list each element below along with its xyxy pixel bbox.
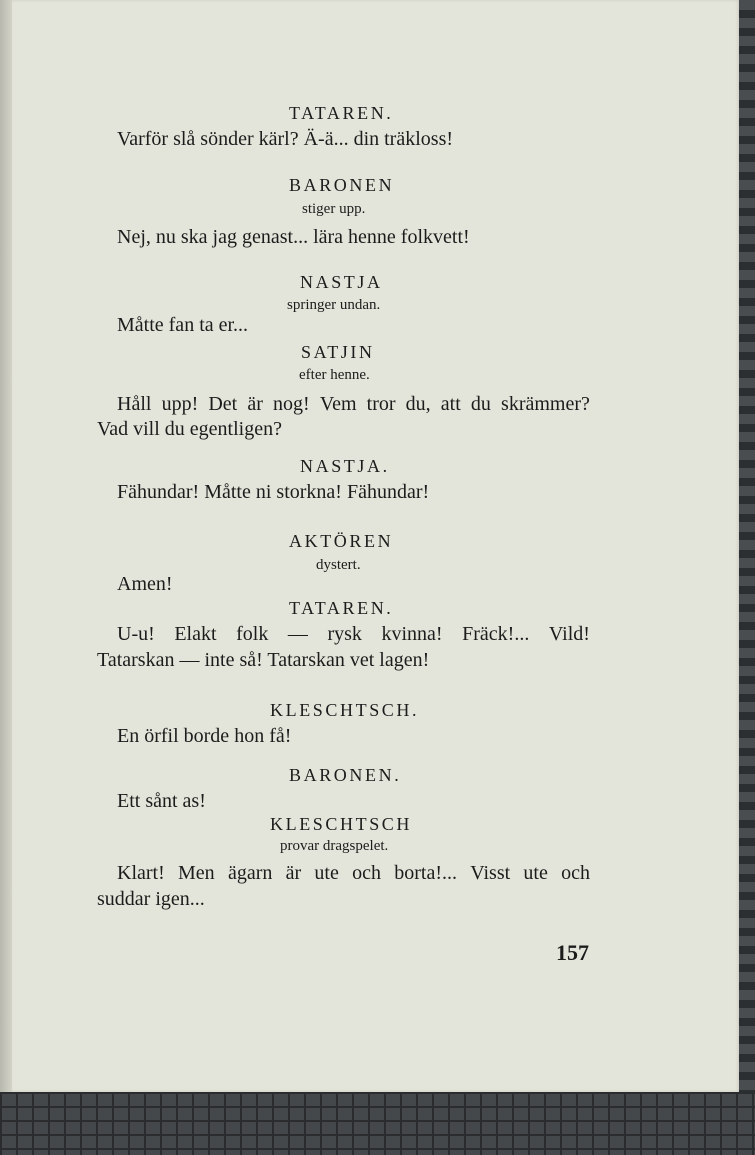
speaker-name: TATAREN. xyxy=(289,598,394,618)
word: ute xyxy=(314,862,339,884)
word: och xyxy=(561,862,590,884)
word: upp! xyxy=(161,393,199,415)
word: tror xyxy=(366,393,396,415)
word: U-u! xyxy=(117,623,155,645)
dialogue-line: Vad vill du egentligen? xyxy=(97,418,282,440)
stage-direction: efter henne. xyxy=(299,367,370,383)
page-edge-right xyxy=(739,0,755,1110)
word: borta!... xyxy=(394,862,457,884)
word: Vem xyxy=(319,393,357,415)
speaker-name: TATAREN. xyxy=(289,103,394,123)
dialogue-line: En örfil borde hon få! xyxy=(117,725,292,747)
speaker-name: NASTJA. xyxy=(300,456,390,476)
dialogue-line: suddar igen... xyxy=(97,888,205,910)
word: Visst xyxy=(470,862,511,884)
page-number: 157 xyxy=(556,940,589,965)
background-grid xyxy=(0,1092,755,1155)
dialogue-line: Fähundar! Måtte ni storkna! Fähundar! xyxy=(117,481,430,503)
speaker-name: AKTÖREN xyxy=(289,531,394,551)
speaker-name: NASTJA xyxy=(300,272,383,292)
speaker-name: SATJIN xyxy=(301,342,375,362)
dialogue-line: Måtte fan ta er... xyxy=(117,314,249,336)
stage-direction: springer undan. xyxy=(287,297,381,313)
speaker-name: BARONEN xyxy=(289,175,395,195)
dialogue-line: Nej, nu ska jag genast... lära henne folkvett! xyxy=(117,226,470,248)
word: nog! xyxy=(273,393,310,415)
dialogue-line: Amen! xyxy=(117,573,173,595)
word: Det xyxy=(208,393,238,415)
stage-direction: dystert. xyxy=(316,557,361,573)
word: att xyxy=(440,393,461,415)
speaker-name: KLESCHTSCH xyxy=(270,814,413,834)
word: är xyxy=(247,393,263,415)
word: — xyxy=(287,623,308,645)
word: Elakt xyxy=(174,623,217,645)
word: Klart! xyxy=(117,862,165,884)
dialogue-line: Varför slå sönder kärl? Ä-ä... din träkloss! xyxy=(117,128,454,150)
dialogue-line: Tatarskan — inte så! Tatarskan vet lagen! xyxy=(97,649,430,671)
word: ägarn xyxy=(227,862,273,884)
word: du, xyxy=(405,393,431,415)
word: Men xyxy=(178,862,215,884)
word: skrämmer? xyxy=(501,393,590,415)
stage-direction: provar dragspelet. xyxy=(280,838,389,854)
dialogue-line xyxy=(117,393,590,416)
word: Vild! xyxy=(548,623,590,645)
dialogue-line xyxy=(117,623,590,646)
word: Fräck!... xyxy=(462,623,530,645)
stage-direction: stiger upp. xyxy=(302,201,366,217)
dialogue-line xyxy=(117,862,590,885)
word: Håll xyxy=(117,393,152,415)
word: ute xyxy=(523,862,548,884)
word: rysk xyxy=(327,623,362,645)
dialogue-line: Ett sånt as! xyxy=(117,790,206,812)
word: kvinna! xyxy=(381,623,443,645)
speaker-name: BARONEN. xyxy=(289,765,402,785)
speaker-name: KLESCHTSCH. xyxy=(270,700,420,720)
word: du xyxy=(470,393,491,415)
word: och xyxy=(352,862,381,884)
word: är xyxy=(285,862,302,884)
word: folk xyxy=(236,623,269,645)
